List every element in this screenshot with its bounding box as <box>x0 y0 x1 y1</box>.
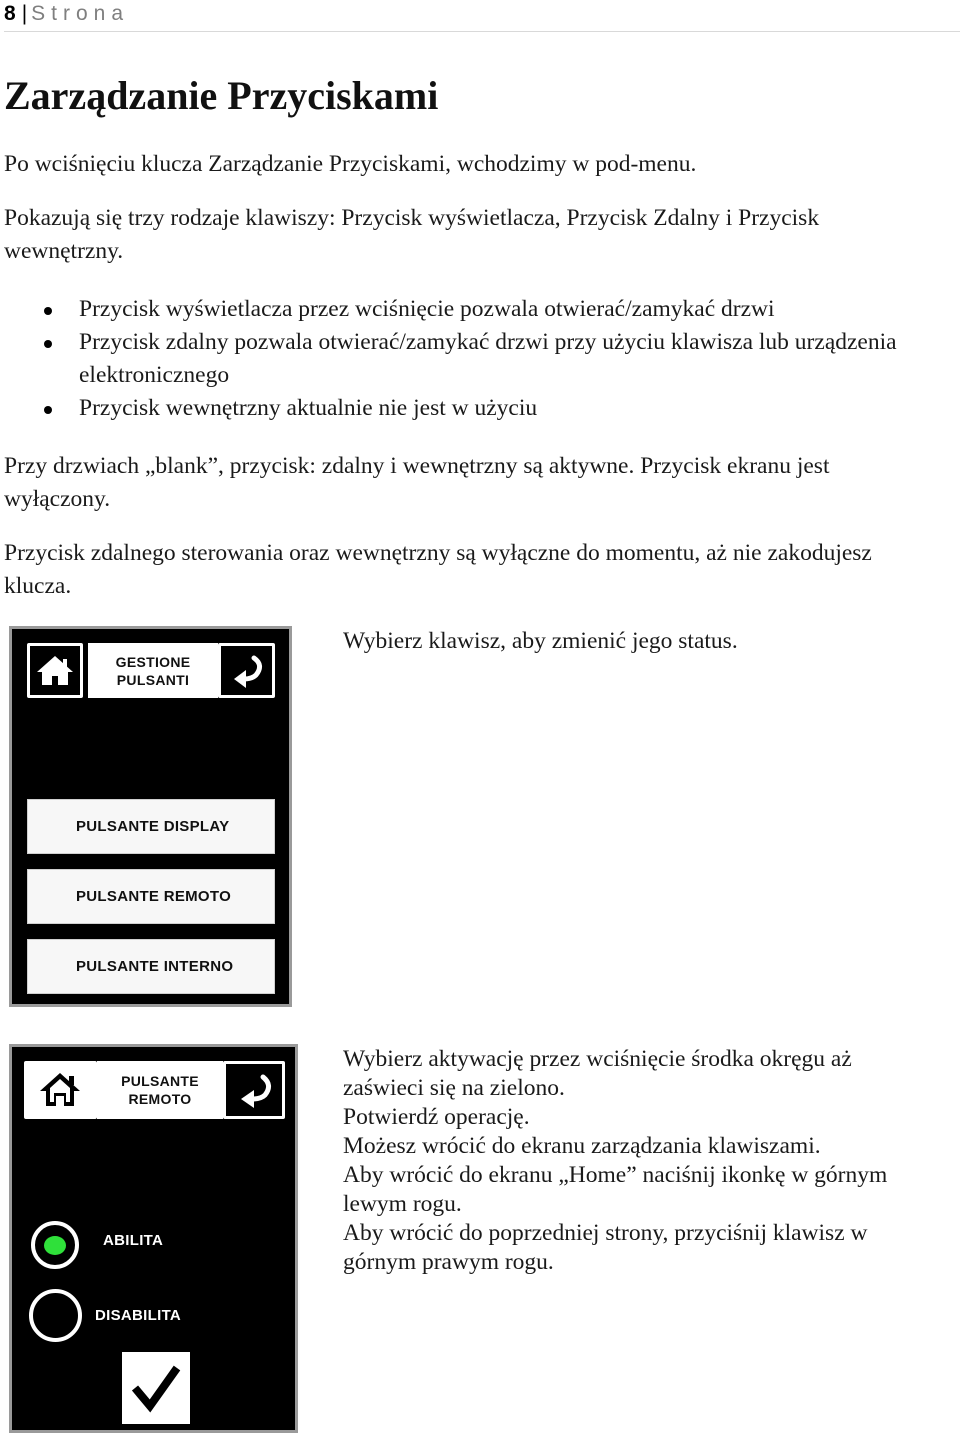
screen2-caption-line: górnym prawym rogu. <box>343 1249 554 1275</box>
intro-paragraph-1: Po wciśnięciu klucza Zarządzanie Przyciskami, wchodzimy w pod-menu. <box>4 151 697 177</box>
bullet-item-text: Przycisk wewnętrzny aktualnie nie jest w użyciu <box>79 395 538 421</box>
bullet-item <box>4 326 960 392</box>
disabilita-label: DISABILITA <box>95 1307 182 1324</box>
home-icon <box>24 1061 97 1119</box>
bullet-item-text: Przycisk zdalny pozwala otwierać/zamykać drzwi przy użyciu klawisza lub urządzenia <box>79 329 897 355</box>
intro-paragraph-2-line-1: Pokazują się trzy rodzaje klawiszy: Przycisk wyświetlacza, Przycisk Zdalny i Przycisk <box>4 205 820 231</box>
screen-header-line-1: PULSANTE <box>121 1073 199 1089</box>
bullet-item <box>4 293 960 326</box>
page-header <box>4 1 960 32</box>
back-button[interactable] <box>218 643 275 698</box>
blank-door-paragraph <box>4 450 954 516</box>
bullet-item-text: Przycisk wyświetlacza przez wciśnięcie pozwala otwierać/zamykać drzwi <box>79 296 775 322</box>
page-number: 8 <box>4 2 16 25</box>
disabilita-radio[interactable] <box>29 1289 82 1342</box>
back-button[interactable] <box>223 1061 285 1119</box>
screen2-caption-line: lewym rogu. <box>343 1191 462 1217</box>
intro-paragraph-2-line-2: wewnętrzny. <box>4 238 124 264</box>
screen2-caption-line: zaświeci się na zielono. <box>343 1075 565 1101</box>
screen2-caption-line: Możesz wrócić do ekranu zarządzania klawiszami. <box>343 1133 821 1159</box>
confirm-button[interactable] <box>122 1352 190 1424</box>
screen1-caption: Wybierz klawisz, aby zmienić jego status. <box>343 628 738 654</box>
home-button[interactable] <box>24 1061 97 1119</box>
pulsante-display-button[interactable]: PULSANTE DISPLAY <box>27 799 275 854</box>
abilita-label: ABILITA <box>103 1232 164 1249</box>
screen-header-line-2: REMOTO <box>128 1091 192 1107</box>
page-title: Zarządzanie Przyciskami <box>4 73 439 118</box>
device-screen-remote-button <box>9 1044 298 1433</box>
screen-header-line-1: GESTIONE <box>115 653 191 670</box>
back-arrow-icon <box>223 1061 285 1119</box>
selected-indicator <box>44 1236 66 1255</box>
home-icon <box>27 643 83 698</box>
back-arrow-icon <box>218 643 275 698</box>
intro-paragraph-2 <box>4 202 954 268</box>
blank-door-line-2: wyłączony. <box>4 486 111 512</box>
pulsante-remoto-button[interactable]: PULSANTE REMOTO <box>27 869 275 924</box>
remote-line-1: Przycisk zdalnego sterowania oraz wewnętrzny są wyłączne do momentu, aż nie zakodujesz <box>4 540 872 566</box>
header-separator: | <box>21 2 28 25</box>
screen2-caption-line: Wybierz aktywację przez wciśnięcie środka okręgu aż <box>343 1046 852 1072</box>
screen2-caption-line: Aby wrócić do ekranu „Home” naciśnij ikonkę w górnym <box>343 1162 888 1188</box>
screen2-caption-line: Potwierdź operację. <box>343 1104 530 1130</box>
bullet-item-text-continued: elektronicznego <box>79 362 230 388</box>
device-screen-button-management <box>9 626 292 1007</box>
screen-header-title <box>88 643 218 698</box>
remote-line-2: klucza. <box>4 573 72 599</box>
blank-door-line-1: Przy drzwiach „blank”, przycisk: zdalny i wewnętrzny są aktywne. Przycisk ekranu jest <box>4 453 830 479</box>
bullet-item <box>4 392 960 425</box>
screen-header-title <box>97 1061 223 1119</box>
pulsante-interno-button[interactable]: PULSANTE INTERNO <box>27 939 275 994</box>
screen2-caption-line: Aby wrócić do poprzedniej strony, przyciśnij klawisz w <box>343 1220 868 1246</box>
checkmark-icon <box>122 1352 190 1424</box>
screen-header-line-2: PULSANTI <box>116 671 190 688</box>
abilita-radio[interactable] <box>31 1221 79 1269</box>
page-word: Strona <box>31 2 130 25</box>
feature-bullet-list <box>4 293 960 425</box>
screen2-caption <box>343 1045 953 1277</box>
home-button[interactable] <box>27 643 83 698</box>
remote-paragraph <box>4 537 954 603</box>
